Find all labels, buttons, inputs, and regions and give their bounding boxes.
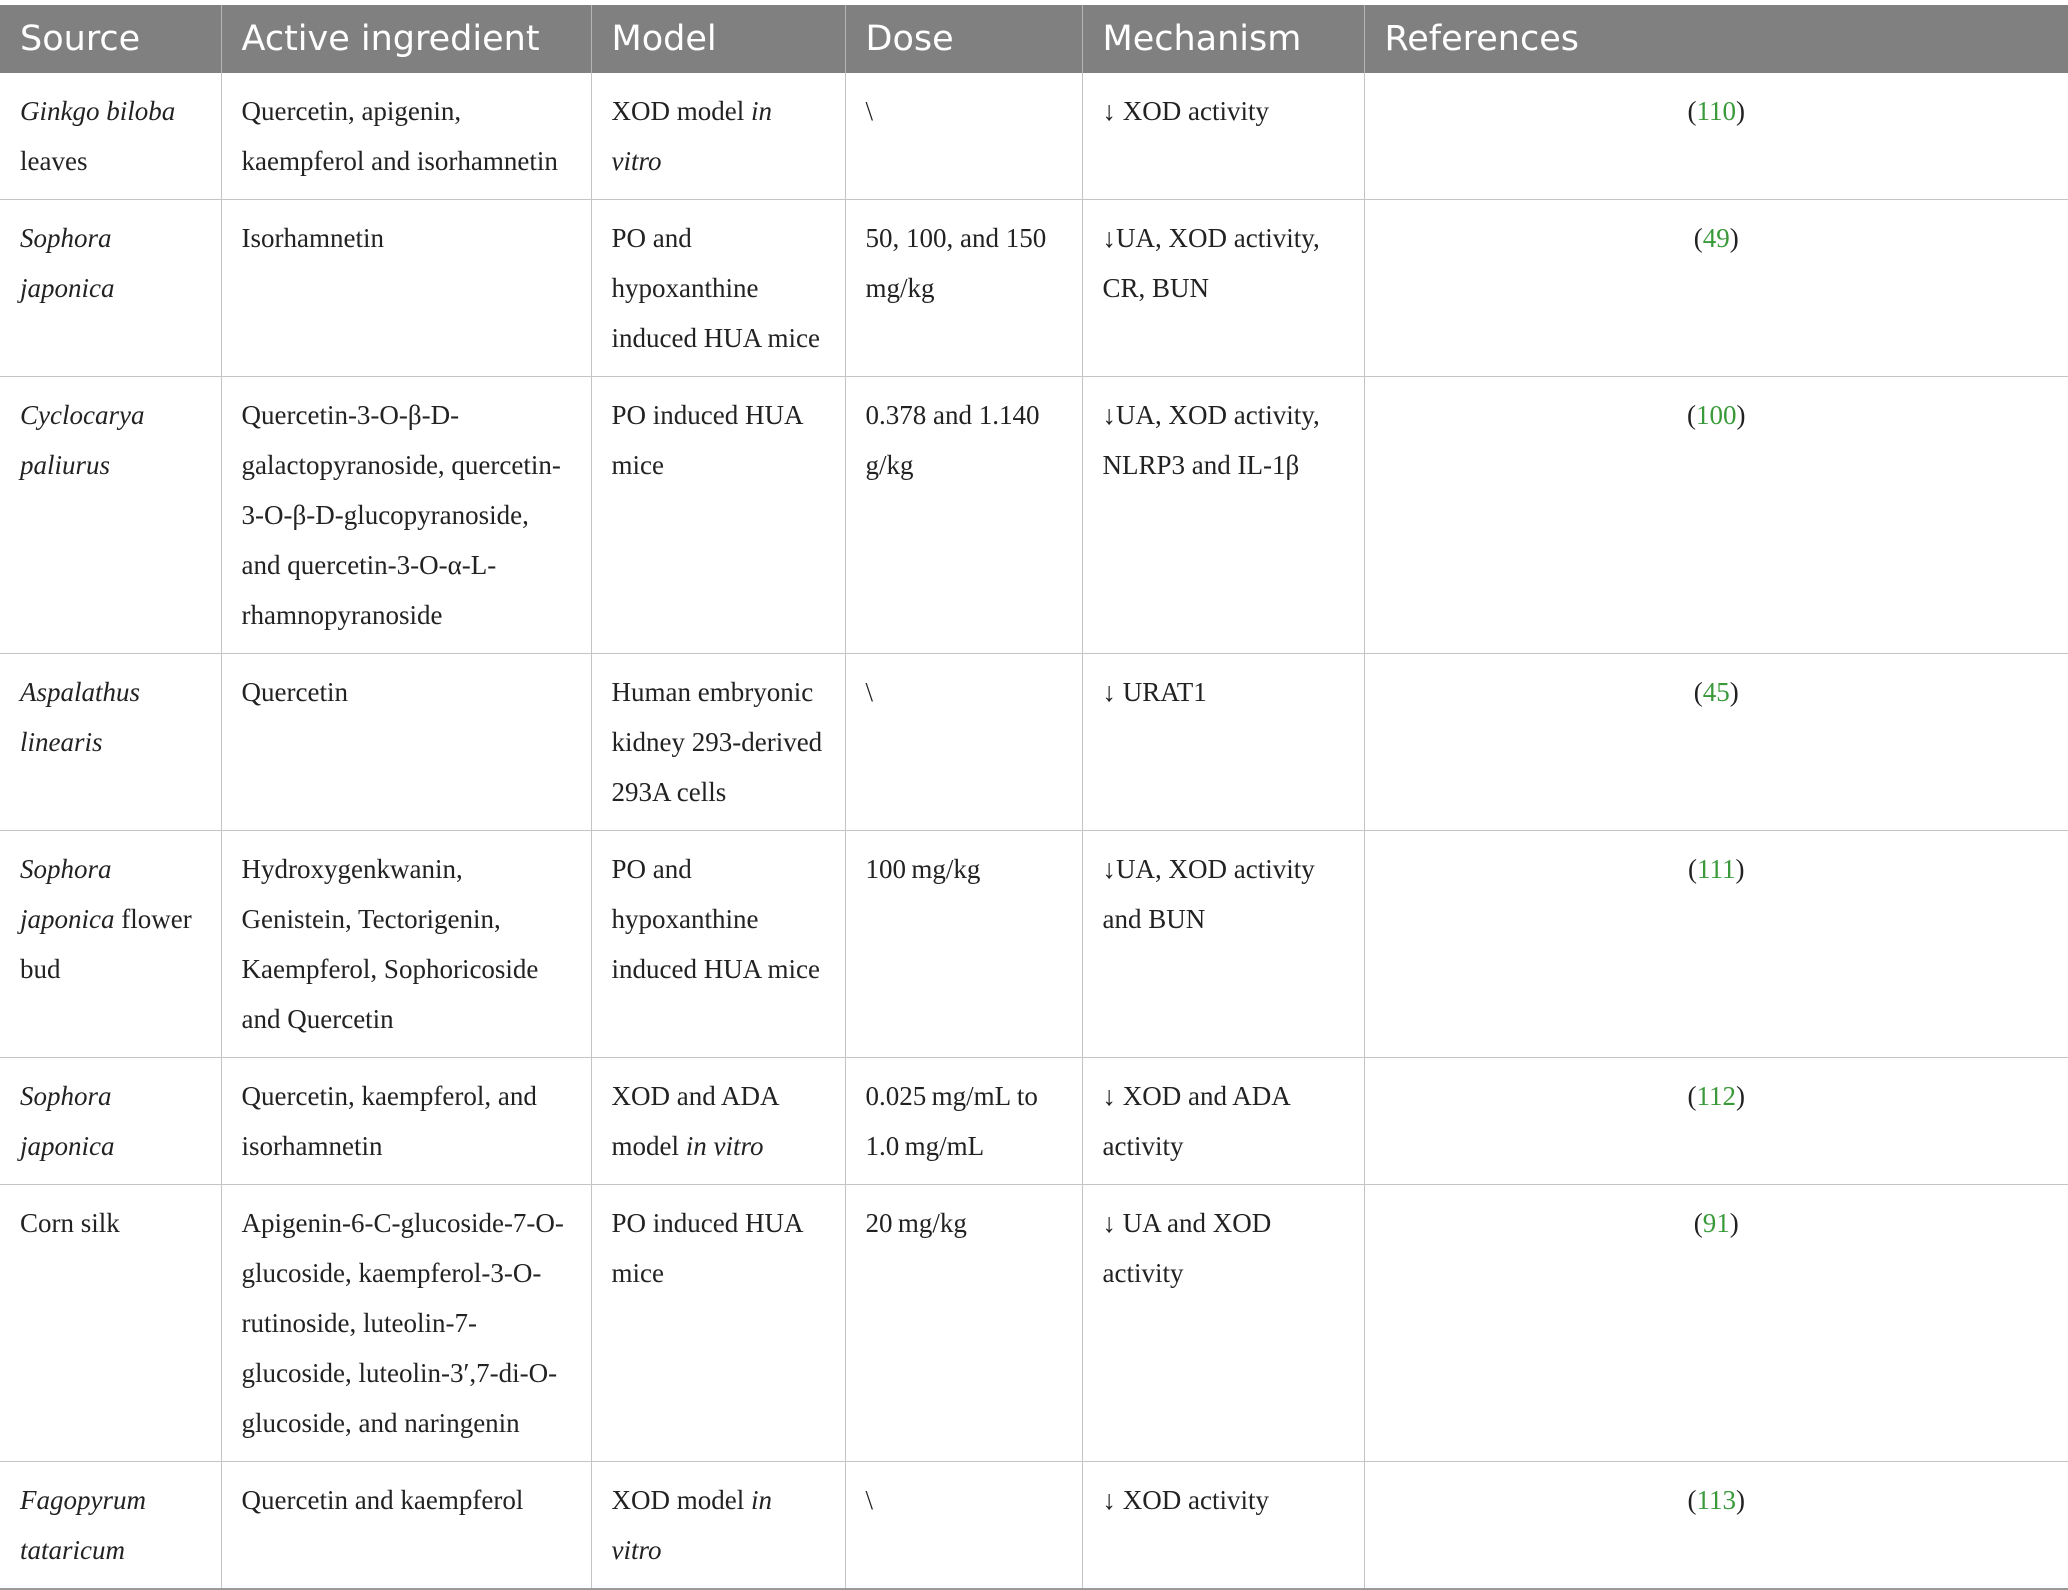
cell-active-ingredient: Apigenin-6-C-glucoside-7-O-glucoside, kaempferol-3-O-rutinoside, luteolin-7-glucoside, luteolin-3′,7-di-O-glucoside, and naringenin — [221, 1185, 591, 1462]
cell-dose: 0.025 mg/mL to 1.0 mg/mL — [845, 1058, 1082, 1185]
source-plain: leaves — [20, 146, 88, 176]
table-row — [0, 654, 2068, 831]
table-row — [0, 377, 2068, 654]
model-plain: XOD model — [611, 96, 751, 126]
source-italic: Sophora japonica — [20, 1081, 115, 1161]
cell-active-ingredient: Hydroxygenkwanin, Genistein, Tectorigenin, Kaempferol, Sophoricoside and Quercetin — [221, 831, 591, 1058]
cell-model — [591, 1185, 845, 1462]
table-row — [0, 73, 2068, 200]
reference-link[interactable]: 49 — [1702, 223, 1730, 253]
cell-mechanism: ↓UA, XOD activity and BUN — [1082, 831, 1364, 1058]
cell-model — [591, 831, 845, 1058]
cell-active-ingredient: Quercetin, kaempferol, and isorhamnetin — [221, 1058, 591, 1185]
cell-dose: 100 mg/kg — [845, 831, 1082, 1058]
cell-mechanism: ↓ XOD activity — [1082, 73, 1364, 200]
cell-dose: 50, 100, and 150 mg/kg — [845, 200, 1082, 377]
cell-active-ingredient: Quercetin, apigenin, kaempferol and isorhamnetin — [221, 73, 591, 200]
cell-reference: (112) — [1364, 1058, 2068, 1185]
cell-dose: 0.378 and 1.140 g/kg — [845, 377, 1082, 654]
reference-link[interactable]: 91 — [1702, 1208, 1730, 1238]
cell-source — [0, 1185, 221, 1462]
source-plain: flower bud — [20, 904, 192, 984]
cell-mechanism: ↓ URAT1 — [1082, 654, 1364, 831]
cell-dose: \ — [845, 654, 1082, 831]
source-italic: Cyclocarya paliurus — [20, 400, 145, 480]
header-mechanism: Mechanism — [1082, 5, 1364, 73]
cell-model — [591, 200, 845, 377]
model-plain: Human embryonic kidney 293-derived 293A cells — [611, 677, 823, 807]
cell-source — [0, 831, 221, 1058]
cell-dose: \ — [845, 1462, 1082, 1590]
model-italic: in vitro — [611, 1485, 772, 1565]
source-italic: Aspalathus linearis — [20, 677, 141, 757]
cell-reference: (49) — [1364, 200, 2068, 377]
cell-reference: (100) — [1364, 377, 2068, 654]
cell-source — [0, 73, 221, 200]
cell-model — [591, 1462, 845, 1590]
cell-mechanism: ↓ XOD activity — [1082, 1462, 1364, 1590]
model-plain: PO and hypoxanthine induced HUA mice — [611, 223, 820, 353]
source-italic: Sophora japonica — [20, 854, 115, 934]
cell-model — [591, 654, 845, 831]
flavonoid-table — [0, 5, 2068, 1590]
reference-link[interactable]: 112 — [1696, 1081, 1736, 1111]
reference-link[interactable]: 100 — [1696, 400, 1737, 430]
cell-model — [591, 73, 845, 200]
header-dose: Dose — [845, 5, 1082, 73]
model-plain: PO induced HUA mice — [611, 1208, 802, 1288]
header-active-ingredient: Active ingredient — [221, 5, 591, 73]
header-model: Model — [591, 5, 845, 73]
cell-reference: (91) — [1364, 1185, 2068, 1462]
cell-reference: (111) — [1364, 831, 2068, 1058]
reference-link[interactable]: 111 — [1697, 854, 1736, 884]
cell-mechanism: ↓ UA and XOD activity — [1082, 1185, 1364, 1462]
table-header — [0, 5, 2068, 73]
header-references: References — [1364, 5, 2068, 73]
source-italic: Ginkgo biloba — [20, 96, 176, 126]
model-plain: XOD and ADA model — [611, 1081, 778, 1161]
source-italic: Sophora japonica — [20, 223, 115, 303]
table-row — [0, 1185, 2068, 1462]
cell-source — [0, 1058, 221, 1185]
cell-active-ingredient: Isorhamnetin — [221, 200, 591, 377]
table-row — [0, 200, 2068, 377]
cell-mechanism: ↓UA, XOD activity, CR, BUN — [1082, 200, 1364, 377]
source-italic: Fagopyrum tataricum — [20, 1485, 146, 1565]
table-row — [0, 831, 2068, 1058]
cell-model — [591, 377, 845, 654]
table-row — [0, 1058, 2068, 1185]
cell-source — [0, 377, 221, 654]
model-plain: XOD model — [611, 1485, 751, 1515]
reference-link[interactable]: 110 — [1696, 96, 1736, 126]
cell-reference: (113) — [1364, 1462, 2068, 1590]
cell-active-ingredient: Quercetin and kaempferol — [221, 1462, 591, 1590]
header-source: Source — [0, 5, 221, 73]
model-plain: PO and hypoxanthine induced HUA mice — [611, 854, 820, 984]
cell-model — [591, 1058, 845, 1185]
cell-source — [0, 200, 221, 377]
cell-reference: (45) — [1364, 654, 2068, 831]
cell-mechanism: ↓ XOD and ADA activity — [1082, 1058, 1364, 1185]
reference-link[interactable]: 45 — [1702, 677, 1730, 707]
reference-link[interactable]: 113 — [1696, 1485, 1736, 1515]
cell-dose: 20 mg/kg — [845, 1185, 1082, 1462]
cell-source — [0, 1462, 221, 1590]
cell-mechanism: ↓UA, XOD activity, NLRP3 and IL-1β — [1082, 377, 1364, 654]
source-plain: Corn silk — [20, 1208, 120, 1238]
model-italic: in vitro — [611, 96, 772, 176]
cell-active-ingredient: Quercetin-3-O-β-D-galactopyranoside, quercetin-3-O-β-D-glucopyranoside, and quercetin-3-O-α-L-rhamnopyranoside — [221, 377, 591, 654]
cell-reference: (110) — [1364, 73, 2068, 200]
header-row — [0, 5, 2068, 73]
table-body — [0, 73, 2068, 1589]
model-plain: PO induced HUA mice — [611, 400, 802, 480]
cell-active-ingredient: Quercetin — [221, 654, 591, 831]
model-italic: in vitro — [685, 1131, 764, 1161]
cell-source — [0, 654, 221, 831]
cell-dose: \ — [845, 73, 1082, 200]
table-row — [0, 1462, 2068, 1590]
